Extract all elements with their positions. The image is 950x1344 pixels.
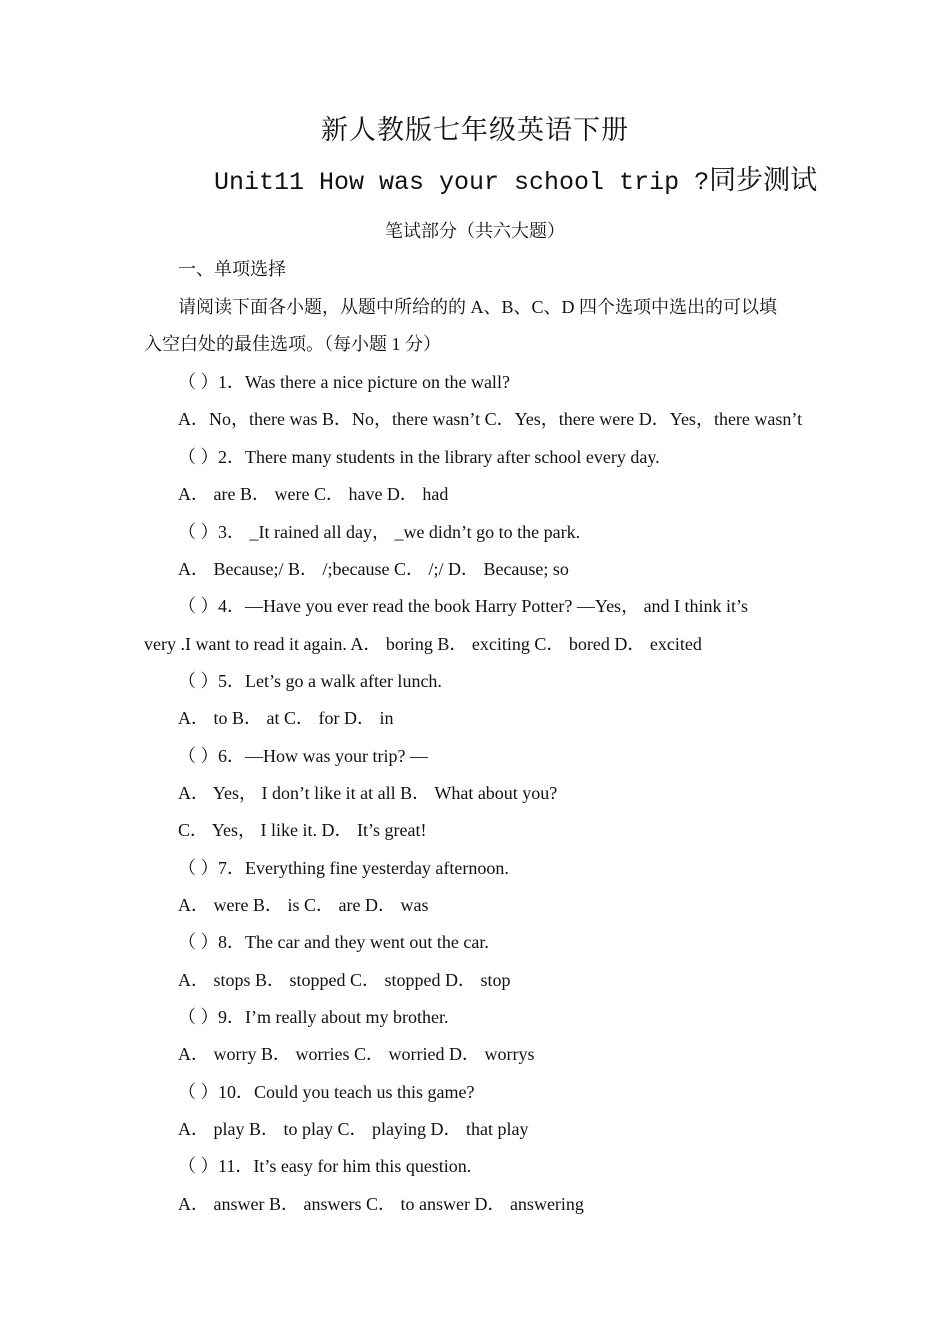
answer-paren: （ ） <box>178 447 219 467</box>
question-5 <box>178 668 442 694</box>
question-9 <box>178 1004 448 1030</box>
question-7 <box>178 855 509 881</box>
question-1-options: A．No，there was B．No，there wasn’t C．Yes，there were D．Yes，there wasn’t <box>178 409 803 429</box>
question-4 <box>178 593 748 619</box>
answer-paren: （ ） <box>178 671 219 691</box>
title-suffix-text: 同步测试 <box>709 165 818 195</box>
question-text: 1．Was there a nice picture on the wall? <box>218 372 510 392</box>
answer-paren: （ ） <box>178 372 219 392</box>
question-9-options: A． worry B． worries C． worried D． worrys <box>178 1044 535 1064</box>
question-text: 10．Could you teach us this game? <box>218 1082 475 1102</box>
question-10 <box>178 1079 474 1105</box>
question-8 <box>178 929 489 955</box>
question-8-options: A． stops B． stopped C． stopped D． stop <box>178 970 511 990</box>
question-11 <box>178 1153 471 1179</box>
question-7-options: A． were B． is C． are D． was <box>178 895 429 915</box>
question-6-options-ab: A． Yes， I don’t like it at all B． What about you? <box>178 783 558 803</box>
instruction-line-2: 入空白处的最佳选项。（每小题 1 分） <box>144 334 441 354</box>
question-text: 9．I’m really about my brother. <box>218 1007 449 1027</box>
question-2-options: A． are B． were C． have D． had <box>178 484 449 504</box>
answer-paren: （ ） <box>178 858 219 878</box>
question-text: 11．It’s easy for him this question. <box>218 1156 472 1176</box>
question-text: 4．—Have you ever read the book Harry Potter? —Yes， and I think it’s <box>218 596 749 616</box>
question-10-options: A． play B． to play C． playing D． that play <box>178 1119 529 1139</box>
question-5-options: A． to B． at C． for D． in <box>178 708 394 728</box>
question-text: 8．The car and they went out the car. <box>218 932 489 952</box>
answer-paren: （ ） <box>178 932 219 952</box>
answer-paren: （ ） <box>178 1082 219 1102</box>
document-title-chinese: 新人教版七年级英语下册 <box>321 115 629 145</box>
question-3-options: A． Because;/ B． /;because C． /;/ D． Because; so <box>178 559 569 579</box>
question-text: 7．Everything fine yesterday afternoon. <box>218 858 509 878</box>
answer-paren: （ ） <box>178 746 219 766</box>
question-text: 5．Let’s go a walk after lunch. <box>218 671 442 691</box>
title-unit-text: Unit11 How was your school trip ? <box>214 168 710 197</box>
question-11-options: A． answer B． answers C． to answer D． answering <box>178 1194 584 1214</box>
question-6-options-cd: C． Yes， I like it. D． It’s great! <box>178 820 427 840</box>
answer-paren: （ ） <box>178 522 219 542</box>
instruction-line-1: 请阅读下面各小题，从题中所给的的 A、B、C、D 四个选项中选出的可以填 <box>178 297 778 317</box>
question-3 <box>178 519 580 545</box>
answer-paren: （ ） <box>178 1007 219 1027</box>
answer-paren: （ ） <box>178 1156 219 1176</box>
question-4-continuation: very .I want to read it again. A． boring B． exciting C． bored D． excited <box>144 634 702 654</box>
section-heading: 一、单项选择 <box>178 259 286 279</box>
question-text: 2．There many students in the library after school every day. <box>218 447 660 467</box>
question-1 <box>178 369 510 395</box>
question-2 <box>178 444 660 470</box>
question-6 <box>178 743 428 769</box>
question-text: 3． _It rained all day， _we didn’t go to the park. <box>218 522 581 542</box>
document-title-english <box>214 162 914 201</box>
section-subtitle: 笔试部分（共六大题） <box>385 221 565 241</box>
answer-paren: （ ） <box>178 596 219 616</box>
question-text: 6．—How was your trip? — <box>218 746 428 766</box>
